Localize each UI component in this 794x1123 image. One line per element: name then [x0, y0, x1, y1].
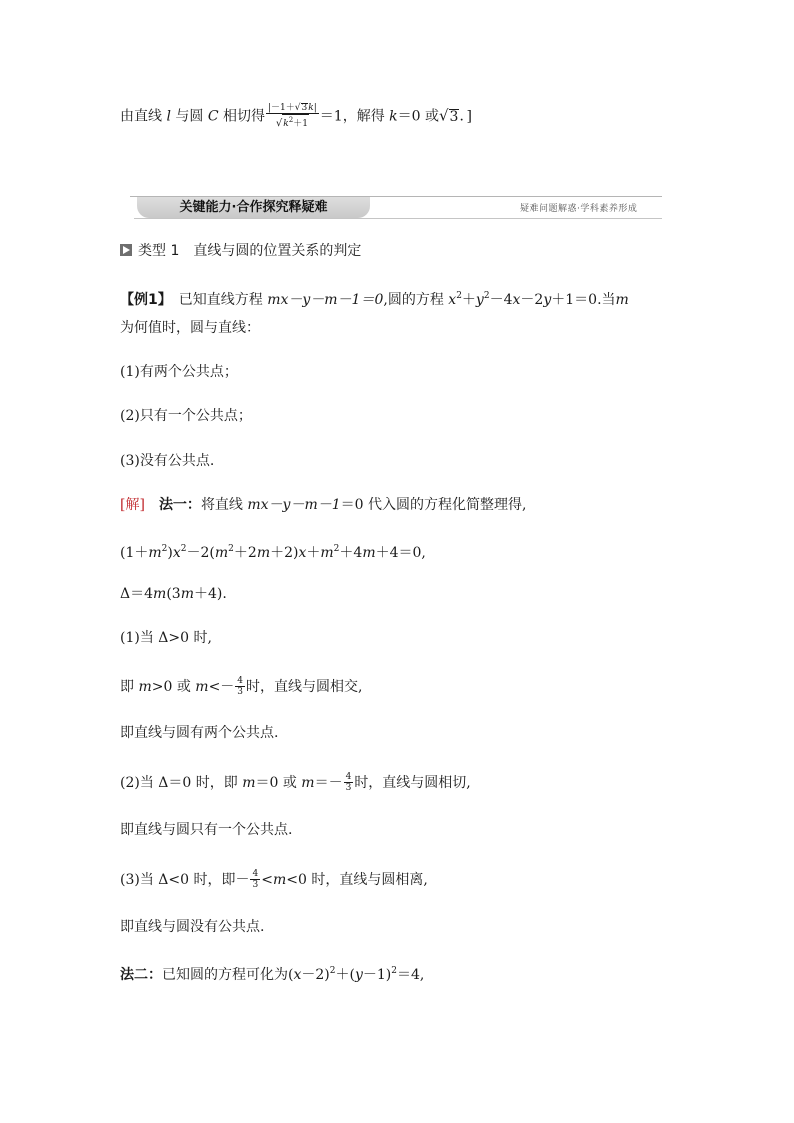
- example-label: 【例1】: [120, 292, 165, 308]
- text: ＝1，解得: [319, 108, 390, 125]
- case-1-result: [120, 676, 362, 698]
- var: m: [256, 545, 271, 561]
- case-2: [120, 772, 471, 794]
- case-1-conclusion: 即直线与圆有两个公共点.: [120, 725, 279, 741]
- text: >0 或: [151, 679, 196, 695]
- text: －2: [520, 292, 544, 308]
- text: <0 时，直线与圆相离,: [286, 872, 428, 888]
- type-heading-text: 类型 1 直线与圆的位置关系的判定: [138, 243, 362, 259]
- text: ＋(: [335, 967, 355, 983]
- var: m: [195, 679, 209, 695]
- text: ＝0 代入圆的方程化简整理得,: [340, 497, 527, 513]
- text: ＋2: [233, 545, 257, 561]
- var: m: [138, 679, 152, 695]
- fraction: [344, 772, 354, 794]
- text: (3: [166, 586, 181, 602]
- var: m: [301, 775, 315, 791]
- var: m: [180, 586, 194, 602]
- text: ＋2): [270, 545, 299, 561]
- question-item-1: (1)有两个公共点；: [120, 364, 238, 380]
- text: ＋1: [293, 119, 308, 129]
- text: 已知圆的方程可化为(: [162, 967, 294, 983]
- distance-fraction: $\frac{|-1+√3k|}{√k^2+1}$: [268, 103, 317, 129]
- text: ＋4: [339, 545, 363, 561]
- text: ,圆的方程: [383, 292, 449, 308]
- var: x: [512, 292, 521, 308]
- var: y: [475, 292, 484, 308]
- var-k: k: [308, 103, 314, 113]
- text: <: [261, 872, 273, 888]
- text: ＋1＝0.当: [551, 292, 616, 308]
- section-banner: 关键能力·合作探究释疑难: [137, 197, 370, 218]
- var-C: C: [207, 108, 219, 125]
- text: (1＋: [120, 545, 149, 561]
- play-triangle-icon: [120, 244, 132, 256]
- text: ．]: [459, 108, 472, 125]
- exponent: 2: [329, 966, 336, 976]
- text: |－1＋: [268, 103, 295, 113]
- solution-tag: [解]: [120, 497, 145, 513]
- radicand: 3: [301, 103, 308, 113]
- var-m: m: [615, 292, 629, 308]
- text: Δ＝4: [120, 586, 154, 602]
- text: 将直线: [200, 497, 248, 513]
- text: ＋: [461, 292, 476, 308]
- type-heading: [120, 241, 361, 261]
- text: －2(: [186, 545, 215, 561]
- text: ＝4,: [396, 967, 425, 983]
- banner-rule: [134, 218, 662, 219]
- var: x: [172, 545, 181, 561]
- example-line-2: 为何值时，圆与直线：: [120, 320, 260, 336]
- exponent: 2: [456, 291, 462, 301]
- var-l: l: [166, 108, 171, 125]
- text: －4: [489, 292, 513, 308]
- text: (3)当 Δ<0 时，即－: [120, 872, 250, 888]
- numerator: 4: [237, 676, 244, 686]
- text: 相切得: [218, 108, 266, 125]
- text: |: [313, 103, 317, 113]
- question-item-3: (3)没有公共点.: [120, 453, 215, 469]
- text: 即: [120, 679, 139, 695]
- var: m: [320, 545, 334, 561]
- line-equation: mx－y－m－1＝0: [267, 292, 384, 308]
- section-subtitle: 疑难问题解惑·学科素养形成: [520, 204, 638, 214]
- denominator: 3: [237, 687, 244, 697]
- numerator: 4: [252, 869, 259, 879]
- var: x: [293, 967, 302, 983]
- case-2-conclusion: 即直线与圆只有一个公共点.: [120, 822, 293, 838]
- case-3: [120, 869, 428, 891]
- var: y: [543, 292, 552, 308]
- exponent: 2: [483, 291, 490, 301]
- denominator: 3: [252, 880, 259, 890]
- text: (2)当 Δ＝0 时，即: [120, 775, 243, 791]
- method-label: 法一：: [158, 497, 201, 513]
- text: 与圆: [170, 108, 208, 125]
- text: －1): [362, 967, 392, 983]
- quadratic-equation: [120, 539, 426, 563]
- example-line-1: [120, 286, 629, 310]
- exponent: 2: [180, 544, 187, 554]
- text: ＋4).: [193, 586, 227, 602]
- var: y: [354, 967, 363, 983]
- exponent: 2: [288, 116, 294, 124]
- question-item-2: (2)只有一个公共点；: [120, 408, 252, 424]
- var: m: [214, 545, 229, 561]
- method-2-line: [120, 961, 424, 985]
- var-k: k: [283, 119, 289, 129]
- exponent: 2: [228, 544, 234, 554]
- fraction: [250, 869, 260, 891]
- case-1: (1)当 Δ>0 时,: [120, 630, 212, 646]
- text: －2): [301, 967, 330, 983]
- text: ＝0 或: [255, 775, 302, 791]
- var-k: k: [389, 108, 398, 125]
- var: x: [448, 292, 457, 308]
- var: m: [148, 545, 162, 561]
- line-equation: mx－y－m－1: [247, 497, 341, 513]
- text: ＝－: [314, 775, 343, 791]
- discriminant: [120, 584, 227, 604]
- text: 时，直线与圆相切,: [354, 775, 471, 791]
- fraction: [235, 676, 245, 698]
- var: m: [242, 775, 256, 791]
- text: ): [167, 545, 173, 561]
- exponent: 2: [333, 544, 340, 554]
- var: m: [362, 545, 376, 561]
- text: ＋4＝0,: [375, 545, 426, 561]
- method-label: 法二：: [120, 967, 162, 983]
- exponent: 2: [391, 966, 397, 976]
- denominator: 3: [345, 783, 352, 793]
- var: x: [298, 545, 307, 561]
- text: 时，直线与圆相交,: [246, 679, 363, 695]
- text: ＝0 或: [397, 108, 439, 125]
- exponent: 2: [161, 544, 168, 554]
- text: ＋: [306, 545, 321, 561]
- solution-line-1: [120, 495, 526, 515]
- var: m: [153, 586, 167, 602]
- var: m: [272, 872, 287, 888]
- case-3-conclusion: 即直线与圆没有公共点.: [120, 919, 265, 935]
- text: <－: [208, 679, 235, 695]
- numerator: 4: [345, 772, 352, 782]
- radicand: 3: [449, 108, 459, 125]
- text: 已知直线方程: [164, 292, 268, 308]
- text: 由直线: [120, 108, 167, 125]
- tangent-result-line: 由直线 l 与圆 C 相切得 $\frac{|-1+√3k|}{√k^2+1}$ ＝1，解得 k＝0 或√3．]: [120, 103, 472, 129]
